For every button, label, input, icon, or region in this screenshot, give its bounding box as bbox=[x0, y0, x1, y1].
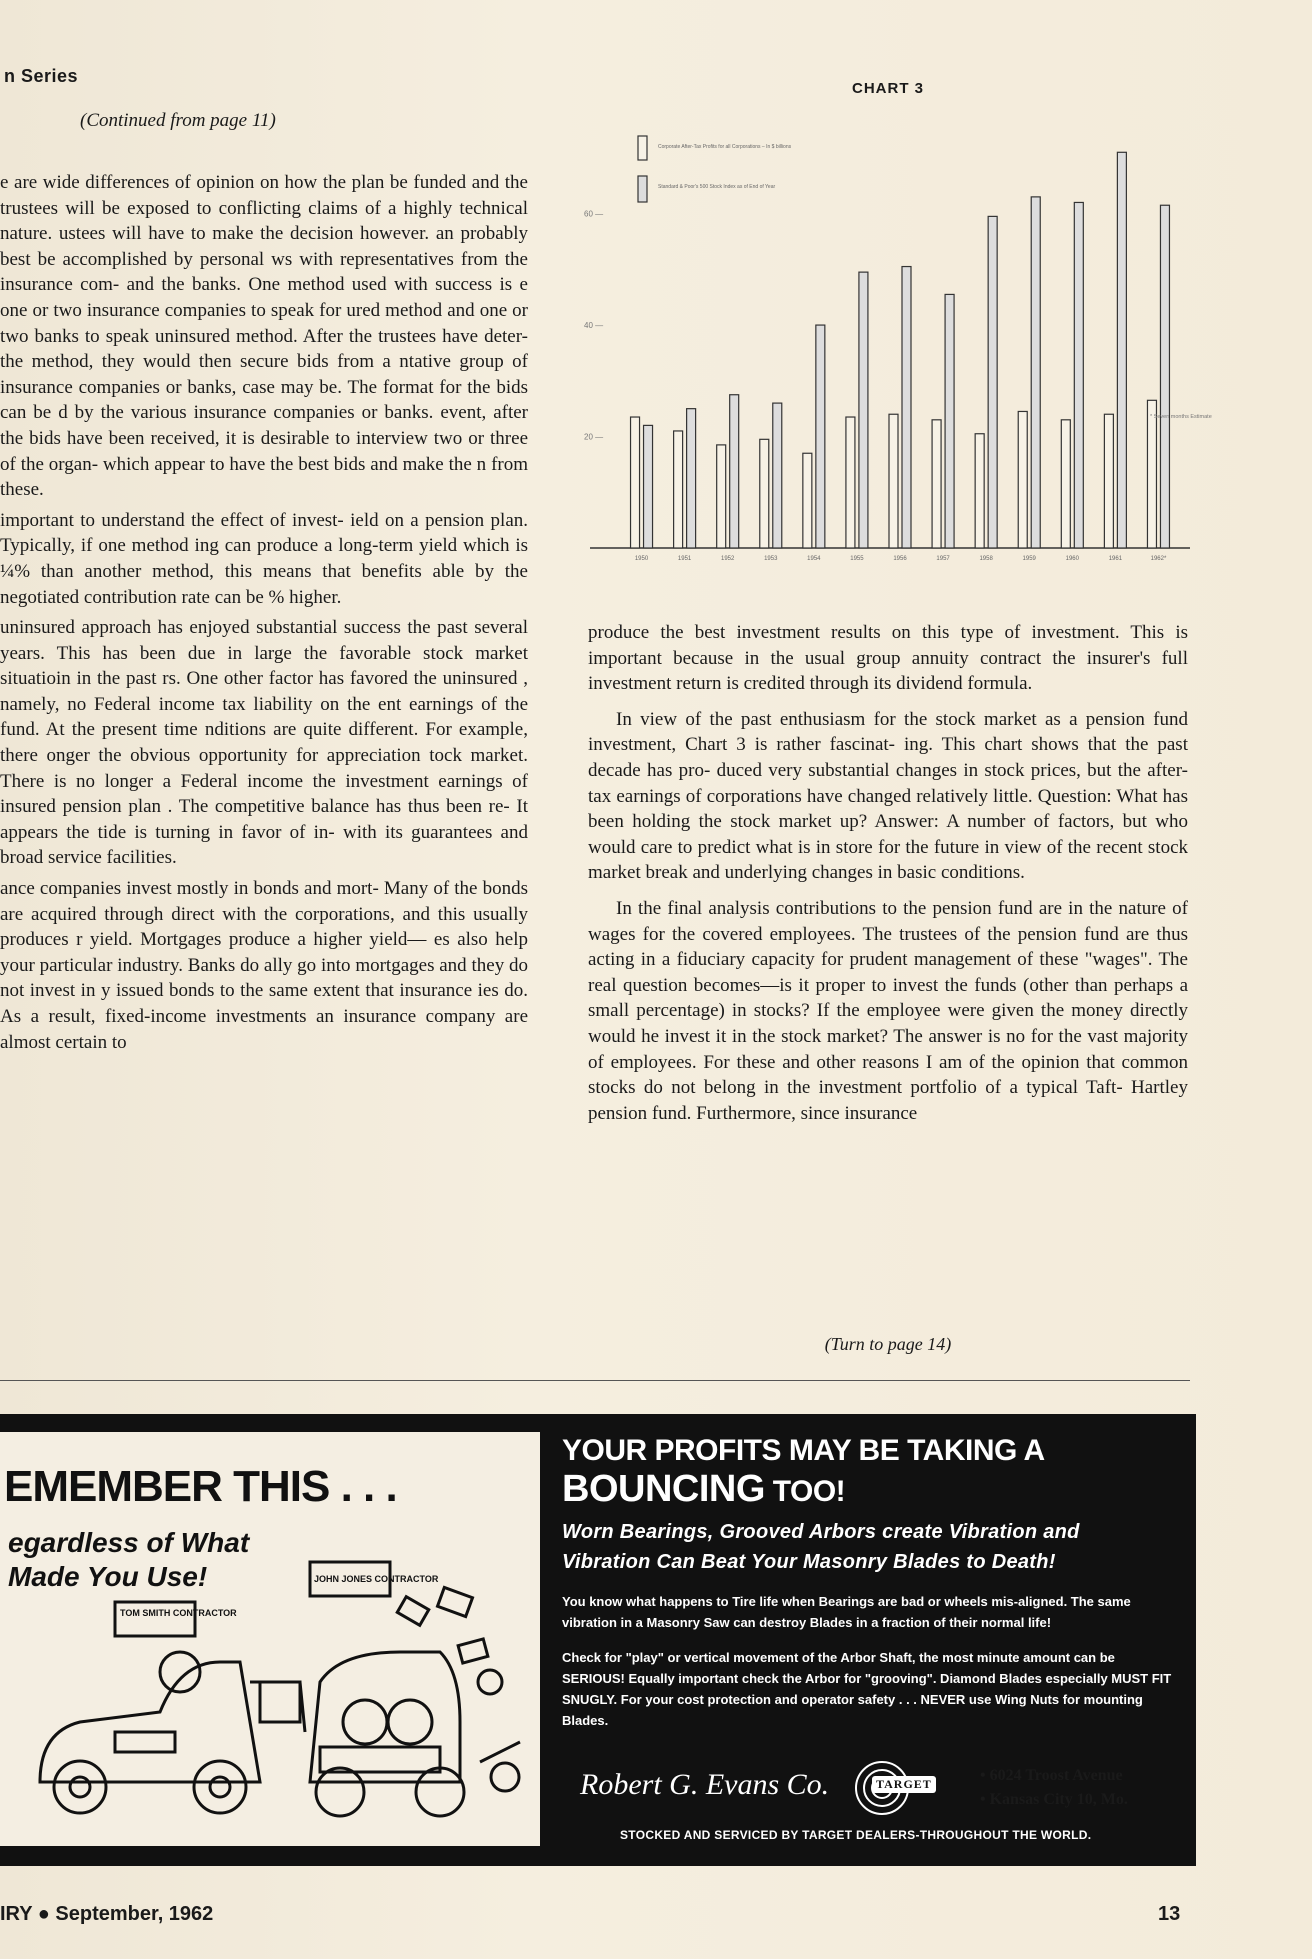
ad-headline-part: YOUR PROFITS MAY BE TAKING A bbox=[562, 1434, 1044, 1467]
bar-stock-index bbox=[730, 395, 739, 548]
bar-profits bbox=[631, 417, 640, 548]
x-tick-label: 1956 bbox=[893, 556, 907, 562]
turn-to-note: (Turn to page 14) bbox=[824, 1334, 952, 1354]
bar-profits bbox=[717, 445, 726, 548]
bar-profits bbox=[975, 434, 984, 548]
bar-stock-index bbox=[859, 272, 868, 548]
bar-stock-index bbox=[1117, 152, 1126, 548]
right-paragraph: In the final analysis contributions to the pension fund are in the nature of wages for the covered employees. The trustees of the pension fund are thus acting in a fiduciary capacity for prudent management of these "wages". The real question becomes—is it proper to invest the funds (other than perhaps a small percentage) in stocks? If the employee were given the money directly would he invest it in the stock market? The answer is no for the vast majority of employees. For these and other reasons I am of the opinion that common stocks do not belong in the investment portfolio of a typical Taft- Hartley pension fund. Furthermore, since insurance bbox=[588, 897, 1188, 1124]
x-tick-label: 1959 bbox=[1022, 556, 1036, 562]
ad-body bbox=[562, 1591, 1172, 1731]
sign-john-jones: JOHN JONES CONTRACTOR bbox=[314, 1574, 439, 1584]
ad-headline bbox=[562, 1434, 1172, 1511]
ad-body-paragraph: Check for "play" or vertical movement of the Arbor Shaft, the most minute amount can be SERIOUS! Equally important check the Arbor for "grooving". Diamond Blades especially MUST FIT SNUGLY. For your cost protection and operator safety . . . NEVER use Wing Nuts for mounting Blades. bbox=[562, 1650, 1172, 1728]
bar-stock-index bbox=[816, 325, 825, 548]
bar-profits bbox=[760, 439, 769, 548]
right-column bbox=[588, 620, 1188, 1136]
left-paragraph: important to understand the effect of invest- ield on a pension plan. Typically, if one method ing can produce a long-term yield which is ¼% than another method, this means that benefits able by the negotiated contribution rate can be % higher. bbox=[0, 509, 528, 608]
ad-regardless-line: Made You Use! bbox=[8, 1561, 208, 1592]
target-brand-label: TARGET bbox=[872, 1776, 936, 1793]
bar-profits bbox=[889, 414, 898, 548]
ad-subheadline: Worn Bearings, Grooved Arbors create Vibration and Vibration Can Beat Your Masonry Blades to Death! bbox=[562, 1521, 1080, 1573]
left-column bbox=[0, 170, 528, 1060]
address-line: • Kansas City 10, Mo. bbox=[980, 1791, 1128, 1808]
right-paragraph: In view of the past enthusiasm for the stock market as a pension fund investment, Chart 3 is rather fascinat- ing. This chart shows that the past decade has pro- duced very substantial changes in stock prices, but the after-tax earnings of corporations have changed relatively little. Question: What has been holding the stock market up? Answer: A number of factors, but who would care to predict what is in store for the future in view of the recent stock market break and underlying changes in basic conditions. bbox=[588, 708, 1188, 884]
ad-address bbox=[980, 1764, 1128, 1812]
bar-profits bbox=[846, 417, 855, 548]
bar-stock-index bbox=[1074, 202, 1083, 548]
legend-swatch-profits bbox=[638, 136, 647, 160]
x-tick-label: 1954 bbox=[807, 556, 821, 562]
bar-profits bbox=[1061, 420, 1070, 548]
x-tick-label: 1958 bbox=[979, 556, 993, 562]
bar-stock-index bbox=[644, 425, 653, 548]
bar-profits bbox=[803, 453, 812, 548]
right-paragraph: produce the best investment results on this type of investment. This is important because in the usual group annuity contract the insurer's full investment return is credited through its dividend formula. bbox=[588, 622, 1188, 695]
ad-body-paragraph: You know what happens to Tire life when Bearings are bad or wheels mis-aligned. The same vibration in a Masonry Saw can destroy Blades in a fraction of their normal life! bbox=[562, 1594, 1131, 1630]
y-tick-label: 20 — bbox=[584, 432, 604, 442]
ad-copy bbox=[562, 1434, 1172, 1745]
bar-profits bbox=[1018, 411, 1027, 548]
chart-annotation: * Seven months Estimate bbox=[1150, 414, 1212, 420]
ad-headline-emphasis: BOUNCING bbox=[562, 1468, 765, 1510]
x-tick-label: 1951 bbox=[677, 556, 692, 562]
legend-swatch-stock-index bbox=[638, 176, 647, 202]
x-tick-label: 1950 bbox=[634, 556, 649, 562]
legend-label-stock-index: Standard & Poor's 500 Stock Index as of End of Year bbox=[658, 184, 776, 190]
bar-stock-index bbox=[945, 294, 954, 548]
x-tick-label: 1955 bbox=[850, 556, 864, 562]
series-heading: n Series bbox=[4, 66, 79, 86]
sign-tom-smith: TOM SMITH CONTRACTOR bbox=[120, 1608, 237, 1618]
ad-stocked-line: STOCKED AND SERVICED BY TARGET DEALERS-THROUGHOUT THE WORLD. bbox=[620, 1828, 1092, 1842]
bar-profits bbox=[1147, 400, 1156, 548]
address-line: • 6024 Troost Avenue bbox=[980, 1767, 1123, 1784]
ad-remember-headline: EMEMBER THIS . . . bbox=[4, 1462, 397, 1511]
bar-stock-index bbox=[1160, 205, 1169, 548]
left-paragraph: uninsured approach has enjoyed substantial success the past several years. This has been due in large the favorable stock market situatioin in the past rs. One other factor has favored the uninsured , namely, no Federal income tax liability on the ent earnings of the fund. At the present time nditions are quite different. For example, there onger the obvious opportunity for appreciation tock market. There is no longer a Federal income the investment earnings of insured pension plan . The competitive balance has thus been re- It appears the tide is turning in favor of in- with its guarantees and broad service facilities. bbox=[0, 617, 528, 869]
x-tick-label: 1961 bbox=[1108, 556, 1123, 562]
company-signature: Robert G. Evans Co. bbox=[580, 1768, 830, 1801]
ad-headline-part: TOO! bbox=[764, 1475, 846, 1508]
advertisement bbox=[0, 1414, 1196, 1866]
bar-stock-index bbox=[773, 403, 782, 548]
bar-profits bbox=[1104, 414, 1113, 548]
y-tick-label: 60 — bbox=[584, 209, 604, 219]
left-paragraph: ance companies invest mostly in bonds and mort- Many of the bonds are acquired through direct with the corporations, and this usually produces r yield. Mortgages produce a higher yield— es also help your particular industry. Banks do ally go into mortgages and they do not invest in y issued bonds to the same extent that insurance ies do. As a result, fixed-income investments an insurance company are almost certain to bbox=[0, 878, 528, 1053]
left-paragraph: e are wide differences of opinion on how the plan be funded and the trustees will be exposed to conflicting claims of a highly technical nature. ustees will have to make the decision however. an probably best be accomplished by personal ws with representatives from the insurance com- and the banks. One method used with success is e one or two insurance companies to speak for ured method and one or two banks to speak uninsured method. After the trustees have deter- the method, they would then secure bids from a ntative group of insurance companies or banks, case may be. The format for the bids can be d by the various insurance companies or banks. event, after the bids have been received, it is desirable to interview two or three of the organ- which appear to have the best bids and make the n from these. bbox=[0, 172, 528, 501]
bar-stock-index bbox=[902, 267, 911, 548]
x-tick-label: 1953 bbox=[764, 556, 778, 562]
page-number: 13 bbox=[1158, 1903, 1181, 1925]
x-tick-label: 1962* bbox=[1150, 556, 1167, 562]
chart-svg bbox=[580, 100, 1212, 570]
chart-3 bbox=[580, 100, 1212, 570]
cartoon-trucks-illustration bbox=[20, 1532, 530, 1832]
x-tick-label: 1952 bbox=[721, 556, 735, 562]
bar-profits bbox=[674, 431, 683, 548]
ad-cartoon-panel bbox=[0, 1432, 540, 1846]
legend-label-profits: Corporate After-Tax Profits for all Corporations – In $ billions bbox=[658, 144, 792, 150]
continued-note: (Continued from page 11) bbox=[80, 110, 276, 131]
bar-stock-index bbox=[1031, 197, 1040, 548]
divider bbox=[0, 1380, 1190, 1381]
chart-title: CHART 3 bbox=[852, 80, 925, 97]
ad-regardless-line: egardless of What bbox=[8, 1527, 250, 1558]
ad-signature-block bbox=[572, 1754, 1172, 1824]
bar-stock-index bbox=[687, 409, 696, 548]
x-tick-label: 1957 bbox=[936, 556, 950, 562]
bar-profits bbox=[932, 420, 941, 548]
x-tick-label: 1960 bbox=[1065, 556, 1079, 562]
footer-issue: IRY ● September, 1962 bbox=[0, 1903, 214, 1925]
bar-stock-index bbox=[988, 216, 997, 548]
y-tick-label: 40 — bbox=[584, 321, 604, 331]
